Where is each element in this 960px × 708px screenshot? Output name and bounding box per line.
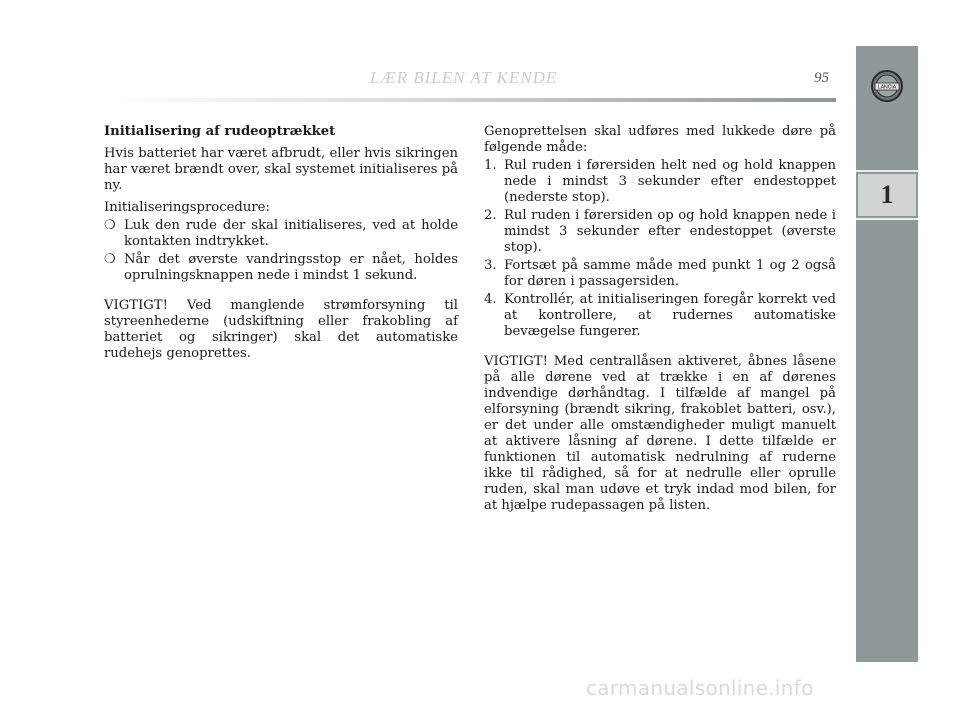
tab-separator bbox=[856, 218, 918, 220]
step-number: 2. bbox=[484, 208, 497, 223]
page-number: 95 bbox=[814, 70, 829, 86]
important-note: VIGTIGT! Ved manglende strømforsyning til styreenhederne (udskiftning eller frakobling af batteriet og sikringer) skal det automatiske rudehejs genoprettes. bbox=[104, 298, 458, 361]
logo-text: LANCIA bbox=[877, 84, 897, 91]
header-rule bbox=[108, 98, 836, 102]
list-item bbox=[484, 258, 836, 290]
logo-box bbox=[856, 46, 918, 126]
side-tab bbox=[856, 46, 918, 662]
watermark: carmanualsonline.info bbox=[586, 676, 814, 700]
section-heading: Initialisering af rudeoptrækket bbox=[104, 124, 336, 139]
chapter-box[interactable]: 1 bbox=[858, 174, 916, 216]
step-number: 3. bbox=[484, 258, 497, 273]
list-item bbox=[104, 218, 458, 250]
list-item bbox=[484, 292, 836, 340]
list-item-text: Rul ruden i førersiden helt ned og hold knappen nede i mindst 3 sekunder efter endestoppet (nederste stop). bbox=[504, 158, 836, 205]
tab-separator bbox=[856, 170, 918, 172]
list-item bbox=[104, 252, 458, 284]
step-number: 4. bbox=[484, 292, 497, 307]
intro-paragraph: Genoprettelsen skal udføres med lukkede døre på følgende måde: bbox=[484, 124, 836, 155]
procedure-label: Initialiseringsprocedure: bbox=[104, 200, 270, 215]
left-column bbox=[104, 124, 458, 368]
intro-paragraph: Hvis batteriet har været afbrudt, eller hvis sikringen har været brændt over, skal systemet initialiseres på ny. bbox=[104, 146, 458, 193]
list-item bbox=[484, 158, 836, 206]
list-item-text: Fortsæt på samme måde med punkt 1 og 2 også for døren i passagersiden. bbox=[504, 258, 836, 289]
header-title: LÆR BILEN AT KENDE bbox=[370, 68, 558, 87]
important-note: VIGTIGT! Med centrallåsen aktiveret, åbnes låsene på alle dørene ved at trække i en af dørenes indvendige dørhåndtag. I tilfælde af mangel på elforsyning (brændt sikring, frakoblet batteri, osv.), er det under alle omstændigheder muligt manuelt at aktivere låsning af dørene. I dette tilfælde er funktionen til automatisk nedrulning af ruderne ikke til rådighed, så for at nedrulle eller oprulle ruden, skal man udøve et tryk indad mod bilen, for at hjælpe rudepassagen på listen. bbox=[484, 354, 836, 513]
lancia-logo-icon bbox=[870, 66, 904, 106]
bullet-circle-icon: ❍ bbox=[104, 252, 116, 267]
right-column bbox=[484, 124, 836, 520]
bullet-circle-icon: ❍ bbox=[104, 218, 116, 233]
list-item-text: Kontrollér, at initialiseringen foregår korrekt ved at kontrollere, at rudernes automatiske bevægelse fungerer. bbox=[504, 292, 836, 339]
step-number: 1. bbox=[484, 158, 497, 173]
list-item-text: Luk den rude der skal initialiseres, ved at holde kontakten indtrykket. bbox=[124, 218, 458, 249]
list-item-text: Rul ruden i førersiden op og hold knappen nede i mindst 3 sekunder efter endestoppet (øverste stop). bbox=[504, 208, 836, 255]
list-item-text: Når det øverste vandringsstop er nået, holdes oprulningsknappen nede i mindst 1 sekund. bbox=[124, 252, 458, 283]
list-item bbox=[484, 208, 836, 256]
